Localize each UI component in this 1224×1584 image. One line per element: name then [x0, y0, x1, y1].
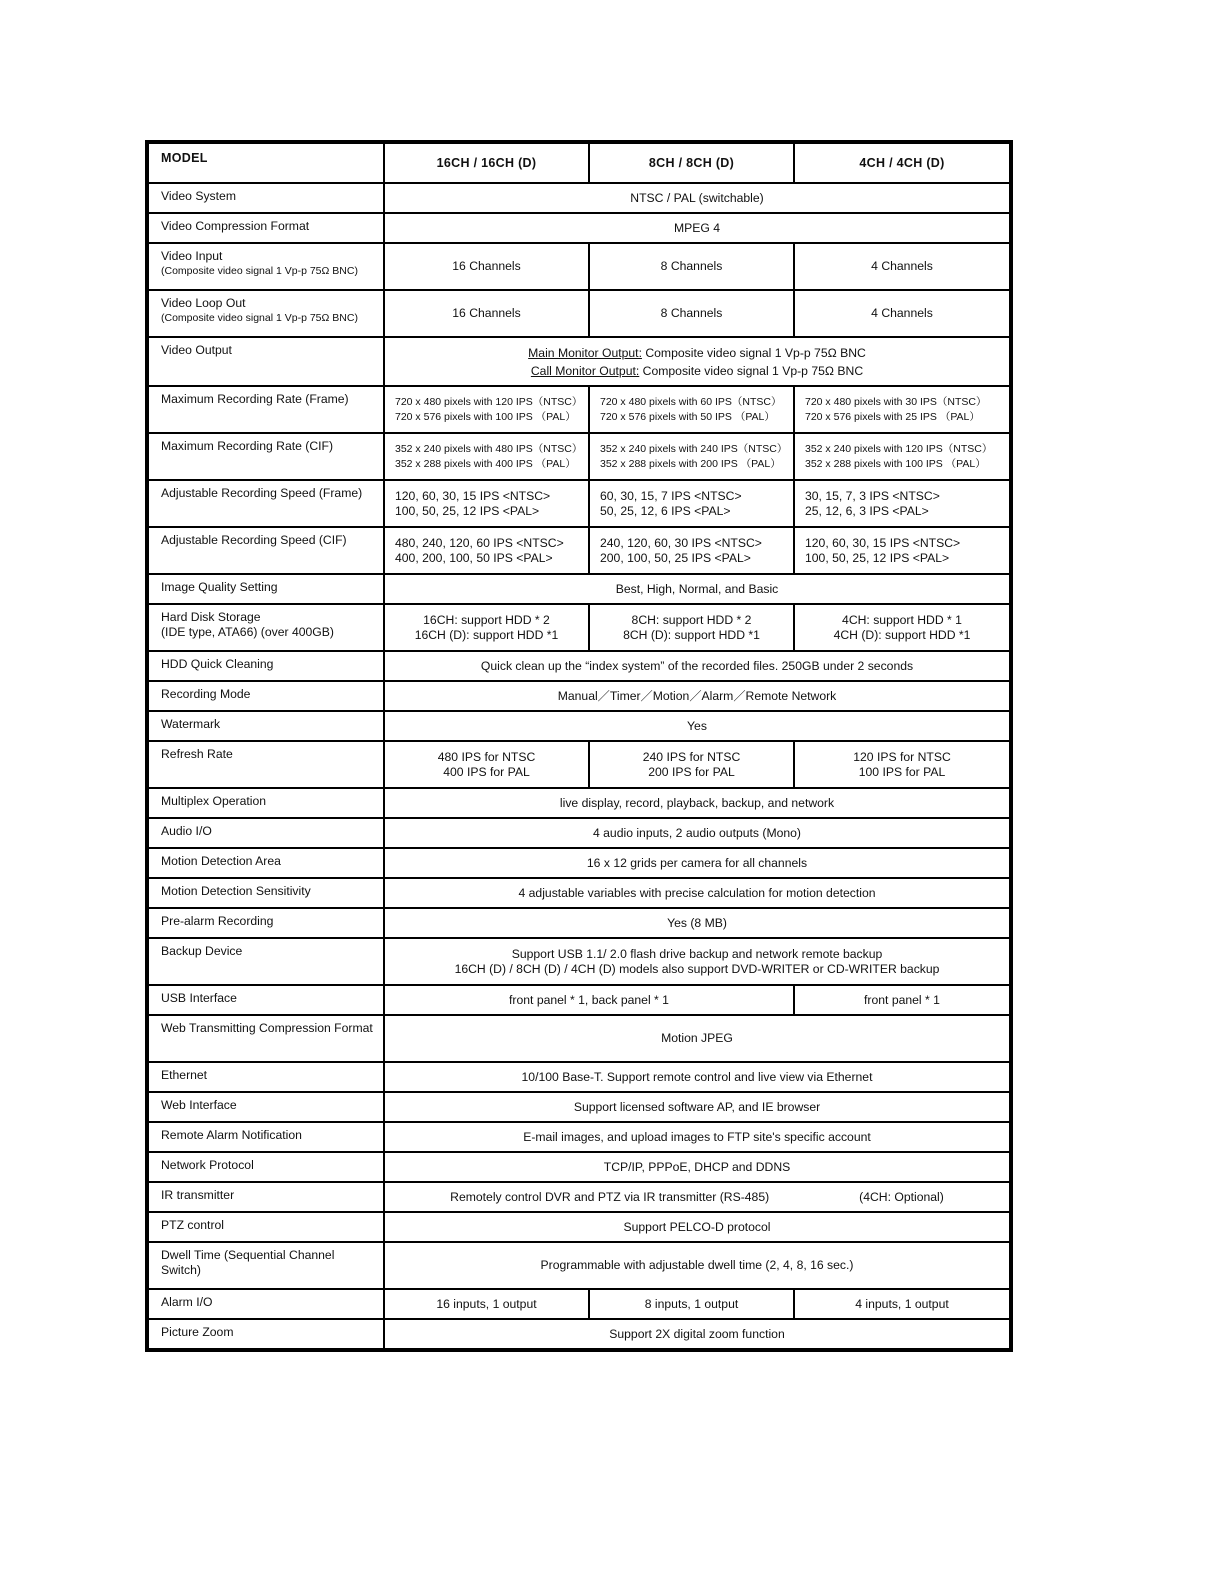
row-value	[384, 337, 1011, 386]
cell-line: 480 IPS for NTSC	[437, 749, 536, 764]
row-label	[147, 604, 384, 651]
table-row	[147, 1062, 1011, 1092]
row-label: HDD Quick Cleaning	[147, 651, 384, 681]
cell-16ch	[384, 604, 589, 651]
row-value: Motion JPEG	[384, 1015, 1011, 1062]
cell-8ch	[589, 433, 794, 480]
row-label: Alarm I/O	[147, 1289, 384, 1319]
table-row	[147, 1289, 1011, 1319]
cell-4ch	[794, 741, 1011, 788]
cell-8ch: 8 inputs, 1 output	[589, 1289, 794, 1319]
cell-line: 720 x 480 pixels with 120 IPS（NTSC）	[395, 395, 583, 408]
cell-line: 100, 50, 25, 12 IPS <PAL>	[805, 550, 950, 565]
cell-line: 240, 120, 60, 30 IPS <NTSC>	[600, 535, 762, 550]
row-value: live display, record, playback, backup, and network	[384, 788, 1011, 818]
col-16ch-header: 16CH / 16CH (D)	[384, 142, 589, 183]
cell-16ch	[384, 480, 589, 527]
table-row	[147, 681, 1011, 711]
cell-line: 4CH (D): support HDD *1	[833, 627, 971, 642]
table-row	[147, 985, 1011, 1015]
row-label: Dwell Time (Sequential Channel Switch)	[147, 1242, 384, 1289]
table-row	[147, 711, 1011, 741]
row-label: Maximum Recording Rate (Frame)	[147, 386, 384, 433]
header-row	[147, 142, 1011, 183]
cell-line: 720 x 480 pixels with 60 IPS（NTSC）	[600, 395, 782, 408]
cell-line: 720 x 576 pixels with 100 IPS （PAL）	[395, 410, 576, 423]
table-row	[147, 1212, 1011, 1242]
cell-line: 200, 100, 50, 25 IPS <PAL>	[600, 550, 751, 565]
row-value: 16 x 12 grids per camera for all channels	[384, 848, 1011, 878]
cell-4ch	[794, 527, 1011, 574]
cell-line: 400, 200, 100, 50 IPS <PAL>	[395, 550, 553, 565]
row-label	[147, 243, 384, 290]
row-label: Network Protocol	[147, 1152, 384, 1182]
ir-value-wrap	[393, 1190, 1001, 1205]
row-label: IR transmitter	[147, 1182, 384, 1212]
cell-line: 25, 12, 6, 3 IPS <PAL>	[805, 503, 929, 518]
cell-line: 16CH (D) / 8CH (D) / 4CH (D) models also support DVD-WRITER or CD-WRITER backup	[454, 961, 940, 976]
table-row	[147, 1152, 1011, 1182]
cell-line: 100 IPS for PAL	[858, 764, 946, 779]
cell-4ch	[794, 604, 1011, 651]
table-row	[147, 848, 1011, 878]
cell-4ch	[794, 386, 1011, 433]
row-label	[147, 290, 384, 337]
table-row	[147, 386, 1011, 433]
col-4ch-header: 4CH / 4CH (D)	[794, 142, 1011, 183]
row-value: 10/100 Base-T. Support remote control and live view via Ethernet	[384, 1062, 1011, 1092]
main-monitor-line	[393, 344, 1001, 362]
table-row	[147, 337, 1011, 386]
row-label: Adjustable Recording Speed (Frame)	[147, 480, 384, 527]
row-value: TCP/IP, PPPoE, DHCP and DDNS	[384, 1152, 1011, 1182]
cell-8ch: 8 Channels	[589, 290, 794, 337]
row-label: Picture Zoom	[147, 1319, 384, 1350]
ir-note: (4CH: Optional)	[859, 1189, 944, 1204]
table-row	[147, 433, 1011, 480]
table-row	[147, 243, 1011, 290]
cell-line: 352 x 240 pixels with 120 IPS（NTSC）	[805, 442, 993, 455]
table-row	[147, 878, 1011, 908]
cell-line: 100, 50, 25, 12 IPS <PAL>	[395, 503, 540, 518]
label-main: Video Loop Out	[161, 296, 246, 310]
main-monitor-value: Composite video signal 1 Vp-p 75Ω BNC	[641, 345, 866, 360]
row-label: Watermark	[147, 711, 384, 741]
cell-16ch	[384, 386, 589, 433]
call-monitor-title: Call Monitor Output:	[530, 363, 640, 378]
cell-16ch-8ch: front panel * 1, back panel * 1	[384, 985, 794, 1015]
cell-line: 60, 30, 15, 7 IPS <NTSC>	[600, 488, 742, 503]
row-value: MPEG 4	[384, 213, 1011, 243]
cell-line: 352 x 288 pixels with 200 IPS （PAL）	[600, 457, 781, 470]
cell-16ch: 16 Channels	[384, 290, 589, 337]
table-row	[147, 1182, 1011, 1212]
table-row	[147, 574, 1011, 604]
label-main: Video Input	[161, 249, 223, 263]
table-row	[147, 604, 1011, 651]
row-value: 4 audio inputs, 2 audio outputs (Mono)	[384, 818, 1011, 848]
cell-line: 352 x 288 pixels with 100 IPS （PAL）	[805, 457, 986, 470]
row-value: Support licensed software AP, and IE browser	[384, 1092, 1011, 1122]
table-row	[147, 1122, 1011, 1152]
ir-value: Remotely control DVR and PTZ via IR transmitter (RS-485)	[450, 1189, 770, 1204]
cell-line: 352 x 240 pixels with 240 IPS（NTSC）	[600, 442, 788, 455]
cell-16ch	[384, 433, 589, 480]
row-label: Video Compression Format	[147, 213, 384, 243]
cell-line: 480, 240, 120, 60 IPS <NTSC>	[395, 535, 564, 550]
cell-4ch: 4 Channels	[794, 243, 1011, 290]
row-value: Programmable with adjustable dwell time (2, 4, 8, 16 sec.)	[384, 1242, 1011, 1289]
row-label: Web Interface	[147, 1092, 384, 1122]
cell-line: 240 IPS for NTSC	[642, 749, 741, 764]
row-label: Pre-alarm Recording	[147, 908, 384, 938]
row-value: Yes	[384, 711, 1011, 741]
row-label: Refresh Rate	[147, 741, 384, 788]
call-monitor-line	[393, 362, 1001, 380]
label-main: Hard Disk Storage	[161, 610, 261, 624]
cell-line: 720 x 480 pixels with 30 IPS（NTSC）	[805, 395, 987, 408]
cell-line: 720 x 576 pixels with 50 IPS （PAL）	[600, 410, 775, 423]
table-row	[147, 1015, 1011, 1062]
cell-16ch	[384, 527, 589, 574]
model-header: MODEL	[147, 142, 384, 183]
col-8ch-header: 8CH / 8CH (D)	[589, 142, 794, 183]
row-label: Maximum Recording Rate (CIF)	[147, 433, 384, 480]
main-monitor-title: Main Monitor Output:	[528, 345, 642, 360]
cell-line: 120 IPS for NTSC	[853, 749, 951, 764]
cell-4ch: 4 Channels	[794, 290, 1011, 337]
cell-4ch: front panel * 1	[794, 985, 1011, 1015]
row-label: Image Quality Setting	[147, 574, 384, 604]
cell-line: 50, 25, 12, 6 IPS <PAL>	[600, 503, 731, 518]
table-row	[147, 213, 1011, 243]
cell-4ch: 4 inputs, 1 output	[794, 1289, 1011, 1319]
cell-line: 720 x 576 pixels with 25 IPS （PAL）	[805, 410, 980, 423]
table-row	[147, 183, 1011, 213]
cell-line: 120, 60, 30, 15 IPS <NTSC>	[805, 535, 961, 550]
row-label: Motion Detection Sensitivity	[147, 878, 384, 908]
row-label: USB Interface	[147, 985, 384, 1015]
row-label: Motion Detection Area	[147, 848, 384, 878]
cell-line: 30, 15, 7, 3 IPS <NTSC>	[805, 488, 940, 503]
row-value: NTSC / PAL (switchable)	[384, 183, 1011, 213]
row-value	[384, 938, 1011, 985]
cell-8ch	[589, 741, 794, 788]
row-label: PTZ control	[147, 1212, 384, 1242]
cell-4ch	[794, 433, 1011, 480]
cell-16ch: 16 inputs, 1 output	[384, 1289, 589, 1319]
cell-line: 16CH (D): support HDD *1	[414, 627, 559, 642]
label-sub: (IDE type, ATA66) (over 400GB)	[161, 625, 334, 639]
cell-16ch: 16 Channels	[384, 243, 589, 290]
row-label: Backup Device	[147, 938, 384, 985]
row-value	[384, 1182, 1011, 1212]
row-label: Remote Alarm Notification	[147, 1122, 384, 1152]
cell-line: 120, 60, 30, 15 IPS <NTSC>	[395, 488, 551, 503]
row-value: Support 2X digital zoom function	[384, 1319, 1011, 1350]
row-label: Video Output	[147, 337, 384, 386]
table-row	[147, 290, 1011, 337]
cell-line: 400 IPS for PAL	[443, 764, 530, 779]
cell-8ch	[589, 604, 794, 651]
label-sub: (Composite video signal 1 Vp-p 75Ω BNC)	[161, 265, 358, 277]
cell-8ch	[589, 527, 794, 574]
table-row	[147, 1242, 1011, 1289]
table-row	[147, 1092, 1011, 1122]
cell-8ch: 8 Channels	[589, 243, 794, 290]
cell-line: Support USB 1.1/ 2.0 flash drive backup and network remote backup	[511, 946, 883, 961]
row-value: Manual／Timer／Motion／Alarm／Remote Network	[384, 681, 1011, 711]
cell-line: 352 x 288 pixels with 400 IPS （PAL）	[395, 457, 576, 470]
label-sub: (Composite video signal 1 Vp-p 75Ω BNC)	[161, 312, 358, 324]
row-label: Recording Mode	[147, 681, 384, 711]
cell-line: 16CH: support HDD * 2	[423, 612, 550, 627]
table-row	[147, 527, 1011, 574]
table-row	[147, 651, 1011, 681]
row-value: Best, High, Normal, and Basic	[384, 574, 1011, 604]
cell-8ch	[589, 480, 794, 527]
cell-line: 8CH: support HDD * 2	[631, 612, 752, 627]
cell-8ch	[589, 386, 794, 433]
table-row	[147, 1319, 1011, 1350]
cell-line: 200 IPS for PAL	[648, 764, 735, 779]
row-label: Video System	[147, 183, 384, 213]
table-row	[147, 741, 1011, 788]
row-label: Adjustable Recording Speed (CIF)	[147, 527, 384, 574]
call-monitor-value: Composite video signal 1 Vp-p 75Ω BNC	[639, 363, 864, 378]
table-row	[147, 788, 1011, 818]
row-label: Multiplex Operation	[147, 788, 384, 818]
cell-4ch	[794, 480, 1011, 527]
cell-line: 8CH (D): support HDD *1	[623, 627, 760, 642]
row-value: Quick clean up the “index system” of the recorded files. 250GB under 2 seconds	[384, 651, 1011, 681]
cell-line: 352 x 240 pixels with 480 IPS（NTSC）	[395, 442, 583, 455]
row-label: Audio I/O	[147, 818, 384, 848]
row-value: 4 adjustable variables with precise calculation for motion detection	[384, 878, 1011, 908]
row-value: E-mail images, and upload images to FTP site's specific account	[384, 1122, 1011, 1152]
row-label: Ethernet	[147, 1062, 384, 1092]
table-row	[147, 938, 1011, 985]
cell-16ch	[384, 741, 589, 788]
row-value: Yes (8 MB)	[384, 908, 1011, 938]
row-label: Web Transmitting Compression Format	[147, 1015, 384, 1062]
spec-table	[145, 140, 1013, 1352]
table-row	[147, 908, 1011, 938]
table-row	[147, 480, 1011, 527]
table-row	[147, 818, 1011, 848]
cell-line: 4CH: support HDD * 1	[842, 612, 962, 627]
row-value: Support PELCO-D protocol	[384, 1212, 1011, 1242]
